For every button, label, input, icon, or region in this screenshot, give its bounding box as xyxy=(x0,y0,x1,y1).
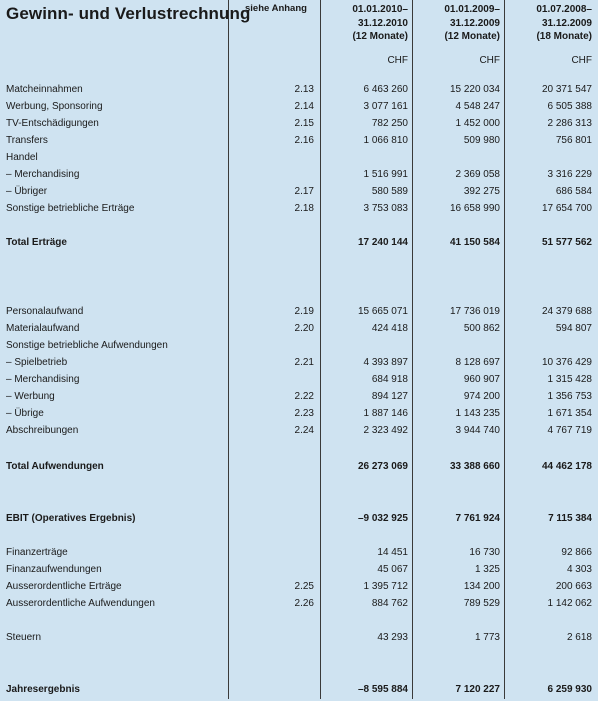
table-row xyxy=(0,118,598,135)
value-2010: 3 753 083 xyxy=(363,203,408,214)
row-label: Transfers xyxy=(6,135,48,146)
value-2010: 14 451 xyxy=(377,547,408,558)
value-2008-2009: 686 584 xyxy=(555,186,592,197)
value-2008-2009: 24 379 688 xyxy=(541,306,592,317)
value-2010: –8 595 884 xyxy=(357,684,408,695)
value-2009: 16 730 xyxy=(469,547,500,558)
table-row xyxy=(0,374,598,391)
value-2008-2009: 756 801 xyxy=(555,135,592,146)
value-2008-2009: 92 866 xyxy=(561,547,592,558)
table-row xyxy=(0,237,598,254)
value-2009: 7 120 227 xyxy=(455,684,500,695)
row-label: Personalaufwand xyxy=(6,306,84,317)
value-2009: 16 658 990 xyxy=(449,203,500,214)
value-2009: 974 200 xyxy=(463,391,500,402)
value-2010: 1 887 146 xyxy=(363,408,408,419)
unit-label: CHF xyxy=(571,55,592,66)
table-row xyxy=(0,425,598,442)
row-label: – Übriger xyxy=(6,186,48,197)
row-label: EBIT (Operatives Ergebnis) xyxy=(6,513,136,524)
row-note-ref: 2.14 xyxy=(294,101,314,112)
row-label: Matcheinnahmen xyxy=(6,84,83,95)
value-2009: 1 325 xyxy=(474,564,500,575)
value-2009: 509 980 xyxy=(463,135,500,146)
table-row xyxy=(0,461,598,478)
value-2009: 1 773 xyxy=(474,632,500,643)
value-2010: 580 589 xyxy=(371,186,408,197)
table-row xyxy=(0,391,598,408)
row-note-ref: 2.22 xyxy=(294,391,314,402)
row-label: – Spielbetrieb xyxy=(6,357,68,368)
table-row xyxy=(0,632,598,649)
table-row xyxy=(0,186,598,203)
row-label: Total Erträge xyxy=(6,237,67,248)
value-2008-2009: 594 807 xyxy=(555,323,592,334)
table-row xyxy=(0,564,598,581)
value-2008-2009: 4 767 719 xyxy=(547,425,592,436)
row-note-ref: 2.26 xyxy=(294,598,314,609)
value-2010: 3 077 161 xyxy=(363,101,408,112)
value-2008-2009: 2 286 313 xyxy=(547,118,592,129)
row-label: Steuern xyxy=(6,632,42,643)
row-note-ref: 2.17 xyxy=(294,186,314,197)
table-row xyxy=(0,340,598,357)
value-2008-2009: 7 115 384 xyxy=(548,513,592,524)
value-2010: 2 323 492 xyxy=(363,425,408,436)
table-row xyxy=(0,323,598,340)
table-row xyxy=(0,357,598,374)
value-2009: 3 944 740 xyxy=(455,425,500,436)
value-2009: 41 150 584 xyxy=(449,237,500,248)
value-2009: 960 907 xyxy=(463,374,500,385)
table-row xyxy=(0,306,598,323)
value-2009: 33 388 660 xyxy=(449,461,500,472)
value-2009: 392 275 xyxy=(463,186,500,197)
value-2009: 8 128 697 xyxy=(455,357,500,368)
table-row xyxy=(0,598,598,615)
column-header-2008-2009: 01.07.2008– 31.12.2009 (18 Monate) xyxy=(536,4,592,42)
row-label: – Werbung xyxy=(6,391,55,402)
row-label: Jahresergebnis xyxy=(6,684,80,695)
value-2010: 782 250 xyxy=(371,118,408,129)
value-2008-2009: 4 303 xyxy=(566,564,592,575)
value-2009: 4 548 247 xyxy=(455,101,500,112)
page-title: Gewinn- und Verlustrechnung xyxy=(6,4,251,23)
value-2010: 45 067 xyxy=(377,564,408,575)
value-2008-2009: 1 315 428 xyxy=(547,374,592,385)
value-2009: 7 761 924 xyxy=(455,513,500,524)
value-2010: 424 418 xyxy=(371,323,408,334)
row-note-ref: 2.19 xyxy=(294,306,314,317)
unit-label: CHF xyxy=(479,55,500,66)
value-2009: 789 529 xyxy=(463,598,500,609)
row-label: Ausserordentliche Aufwendungen xyxy=(6,598,155,609)
value-2008-2009: 3 316 229 xyxy=(547,169,592,180)
row-label: Finanzerträge xyxy=(6,547,68,558)
value-2010: –9 032 925 xyxy=(357,513,408,524)
table-row xyxy=(0,684,598,701)
table-row xyxy=(0,203,598,220)
row-label: TV-Entschädigungen xyxy=(6,118,99,129)
table-row xyxy=(0,135,598,152)
value-2008-2009: 200 663 xyxy=(555,581,592,592)
row-label: Sonstige betriebliche Aufwendungen xyxy=(6,340,168,351)
row-label: Finanzaufwendungen xyxy=(6,564,102,575)
value-2010: 1 066 810 xyxy=(363,135,408,146)
value-2008-2009: 10 376 429 xyxy=(541,357,592,368)
row-note-ref: 2.21 xyxy=(294,357,314,368)
row-label: – Übrige xyxy=(6,408,44,419)
value-2010: 15 665 071 xyxy=(357,306,408,317)
table-row xyxy=(0,513,598,530)
value-2010: 43 293 xyxy=(377,632,408,643)
value-2010: 26 273 069 xyxy=(357,461,408,472)
value-2009: 15 220 034 xyxy=(449,84,500,95)
column-header-2010: 01.01.2010– 31.12.2010 (12 Monate) xyxy=(352,4,408,42)
value-2010: 884 762 xyxy=(371,598,408,609)
row-note-ref: 2.15 xyxy=(294,118,314,129)
value-2008-2009: 2 618 xyxy=(566,632,592,643)
table-row xyxy=(0,547,598,564)
value-2009: 1 143 235 xyxy=(455,408,500,419)
value-2008-2009: 1 356 753 xyxy=(547,391,592,402)
row-label: Materialaufwand xyxy=(6,323,80,334)
value-2008-2009: 17 654 700 xyxy=(541,203,592,214)
row-note-ref: 2.18 xyxy=(294,203,314,214)
table-row xyxy=(0,581,598,598)
value-2010: 4 393 897 xyxy=(363,357,408,368)
value-2009: 2 369 058 xyxy=(455,169,500,180)
value-2009: 1 452 000 xyxy=(455,118,500,129)
row-label: – Merchandising xyxy=(6,169,80,180)
value-2008-2009: 1 671 354 xyxy=(547,408,592,419)
value-2008-2009: 20 371 547 xyxy=(541,84,592,95)
row-label: Abschreibungen xyxy=(6,425,79,436)
row-label: Werbung, Sponsoring xyxy=(6,101,103,112)
table-row xyxy=(0,84,598,101)
value-2008-2009: 51 577 562 xyxy=(541,237,592,248)
value-2010: 17 240 144 xyxy=(357,237,408,248)
row-note-ref: 2.24 xyxy=(294,425,314,436)
table-row xyxy=(0,101,598,118)
table-row xyxy=(0,152,598,169)
row-label: Sonstige betriebliche Erträge xyxy=(6,203,135,214)
note-column-header: siehe Anhang xyxy=(245,3,307,14)
value-2009: 134 200 xyxy=(463,581,500,592)
value-2008-2009: 6 259 930 xyxy=(547,684,592,695)
row-label: Handel xyxy=(6,152,38,163)
value-2010: 684 918 xyxy=(371,374,408,385)
row-label: Total Aufwendungen xyxy=(6,461,104,472)
value-2010: 894 127 xyxy=(371,391,408,402)
row-note-ref: 2.25 xyxy=(294,581,314,592)
value-2008-2009: 1 142 062 xyxy=(547,598,592,609)
table-row xyxy=(0,169,598,186)
value-2010: 6 463 260 xyxy=(363,84,408,95)
table-row xyxy=(0,408,598,425)
value-2010: 1 516 991 xyxy=(363,169,408,180)
column-header-2009: 01.01.2009– 31.12.2009 (12 Monate) xyxy=(444,4,500,42)
row-note-ref: 2.20 xyxy=(294,323,314,334)
unit-label: CHF xyxy=(387,55,408,66)
value-2009: 17 736 019 xyxy=(449,306,500,317)
row-note-ref: 2.16 xyxy=(294,135,314,146)
row-note-ref: 2.13 xyxy=(294,84,314,95)
value-2010: 1 395 712 xyxy=(363,581,408,592)
value-2008-2009: 44 462 178 xyxy=(541,461,592,472)
value-2008-2009: 6 505 388 xyxy=(547,101,592,112)
row-label: Ausserordentliche Erträge xyxy=(6,581,122,592)
row-note-ref: 2.23 xyxy=(294,408,314,419)
value-2009: 500 862 xyxy=(463,323,500,334)
row-label: – Merchandising xyxy=(6,374,80,385)
